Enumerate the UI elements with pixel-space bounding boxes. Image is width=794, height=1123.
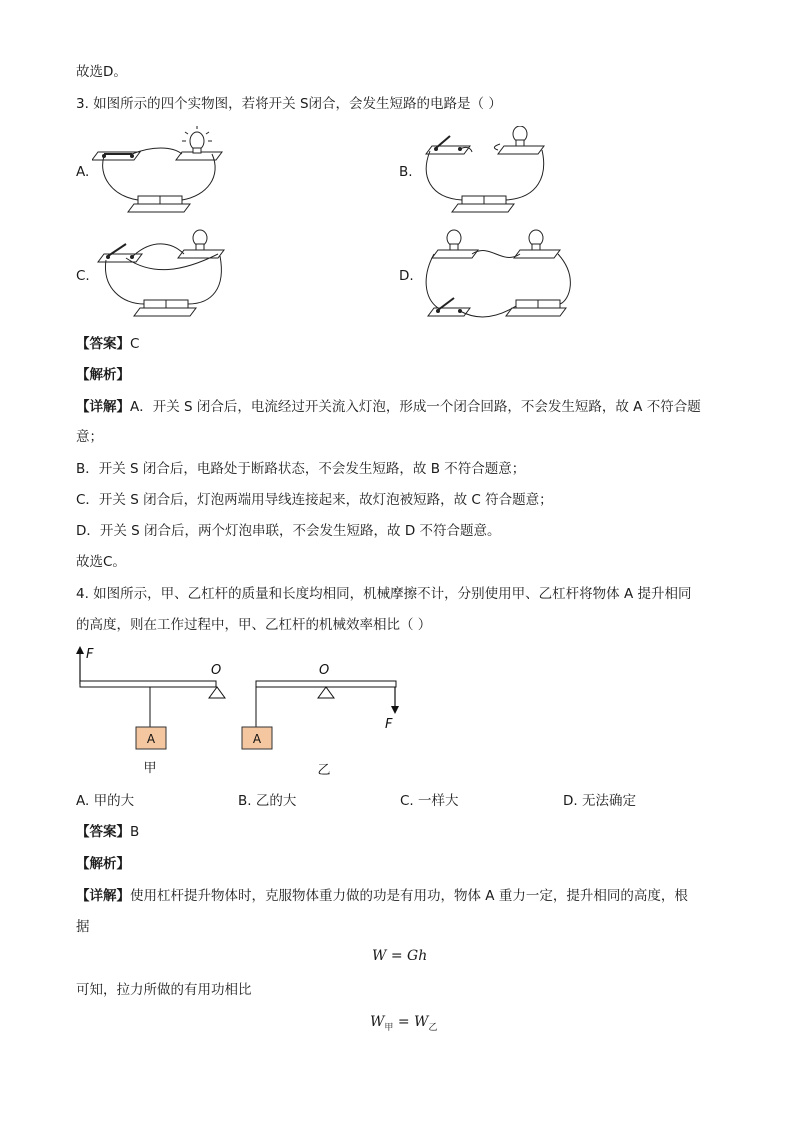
q2-conclusion: 故选D。	[76, 64, 127, 80]
q4-option-b: B. 乙的大	[238, 793, 297, 809]
bulb-d1	[432, 230, 478, 258]
pivot-label-jia: O	[211, 663, 222, 678]
block-label-jia: A	[146, 732, 156, 746]
lever-figure	[70, 644, 410, 784]
q3-option-d-label: D.	[399, 268, 414, 284]
fulcrum-jia	[209, 687, 225, 698]
answer-value: B	[130, 824, 140, 840]
pivot-label-yi: O	[319, 663, 330, 678]
bulb-b	[498, 126, 544, 154]
answer-value: C	[130, 336, 140, 352]
formula-sub-yi: 乙	[428, 1022, 438, 1033]
q3-option-b-label: B.	[399, 164, 413, 180]
battery-d	[506, 300, 566, 316]
q3-conclusion: 故选C。	[76, 554, 126, 570]
q4-analysis-tag: 【解析】	[76, 856, 130, 872]
switch-c	[98, 244, 142, 262]
q3-detail-a-cont: 意；	[76, 429, 103, 445]
q3-detail-d: D．开关 S 闭合后，两个灯泡串联，不会发生短路，故 D 不符合题意。	[76, 523, 501, 539]
answer-tag: 【答案】	[76, 824, 130, 840]
circuit-diagram-a	[92, 126, 232, 220]
detail-a-text: A．开关 S 闭合后，电流经过开关流入灯泡，形成一个闭合回路，不会发生短路，故 A 不符合题	[130, 399, 701, 415]
q4-answer	[76, 822, 139, 842]
detail-tag: 【详解】	[76, 399, 130, 415]
q4-option-d: D. 无法确定	[563, 793, 636, 809]
q3-answer	[76, 334, 139, 354]
q3-analysis-tag: 【解析】	[76, 367, 130, 383]
q4-stem-line2: 的高度，则在工作过程中，甲、乙杠杆的机械效率相比（ ）	[76, 617, 432, 633]
circuit-diagram-b	[420, 126, 550, 220]
q3-option-c-label: C.	[76, 268, 90, 284]
q3-option-a-label: A.	[76, 164, 90, 180]
force-label-yi: F	[385, 717, 393, 732]
caption-jia: 甲	[143, 761, 157, 776]
force-label-jia: F	[86, 647, 94, 662]
formula-useful-work-equal	[370, 1014, 437, 1033]
q3-detail-a	[76, 397, 701, 417]
force-arrow-down-icon	[391, 706, 399, 714]
q4-detail-line2: 据	[76, 919, 90, 935]
battery-c	[134, 300, 196, 316]
q4-option-a: A. 甲的大	[76, 793, 135, 809]
bulb-d2	[514, 230, 560, 258]
force-arrow-up-icon	[76, 646, 84, 654]
q3-stem: 3. 如图所示的四个实物图，若将开关 S闭合，会发生短路的电路是（ ）	[76, 96, 502, 112]
lever-yi	[242, 663, 399, 778]
formula-w2: W	[414, 1014, 429, 1030]
q3-detail-c: C．开关 S 闭合后，灯泡两端用导线连接起来，故灯泡被短路，故 C 符合题意；	[76, 492, 553, 508]
caption-yi: 乙	[317, 763, 331, 778]
formula-sub-jia: 甲	[384, 1022, 394, 1033]
battery-a	[128, 196, 190, 212]
lever-jia	[76, 646, 225, 776]
formula-work: W = Gh	[372, 948, 428, 964]
answer-tag: 【答案】	[76, 336, 130, 352]
detail-tag: 【详解】	[76, 888, 130, 904]
circuit-diagram-d	[420, 226, 580, 324]
q4-stem-line1: 4. 如图所示，甲、乙杠杆的质量和长度均相同，机械摩擦不计，分别使用甲、乙杠杆将物体 A 提升相同	[76, 586, 692, 602]
formula-w1: W	[370, 1014, 385, 1030]
bulb-c	[178, 230, 224, 258]
q4-option-c: C. 一样大	[400, 793, 459, 809]
q4-detail-line1	[76, 886, 688, 906]
q3-detail-b: B．开关 S 闭合后，电路处于断路状态，不会发生短路，故 B 不符合题意；	[76, 461, 526, 477]
block-label-yi: A	[252, 732, 262, 746]
detail-text: 使用杠杆提升物体时，克服物体重力做的功是有用功，物体 A 重力一定，提升相同的高度，根	[130, 888, 688, 904]
formula-eq: =	[393, 1014, 415, 1030]
switch-b	[426, 136, 470, 154]
fulcrum-yi	[318, 687, 334, 698]
circuit-diagram-c	[92, 228, 232, 322]
bulb-a	[176, 126, 222, 160]
q4-detail-line3: 可知，拉力所做的有用功相比	[76, 982, 252, 998]
battery-b	[452, 196, 514, 212]
